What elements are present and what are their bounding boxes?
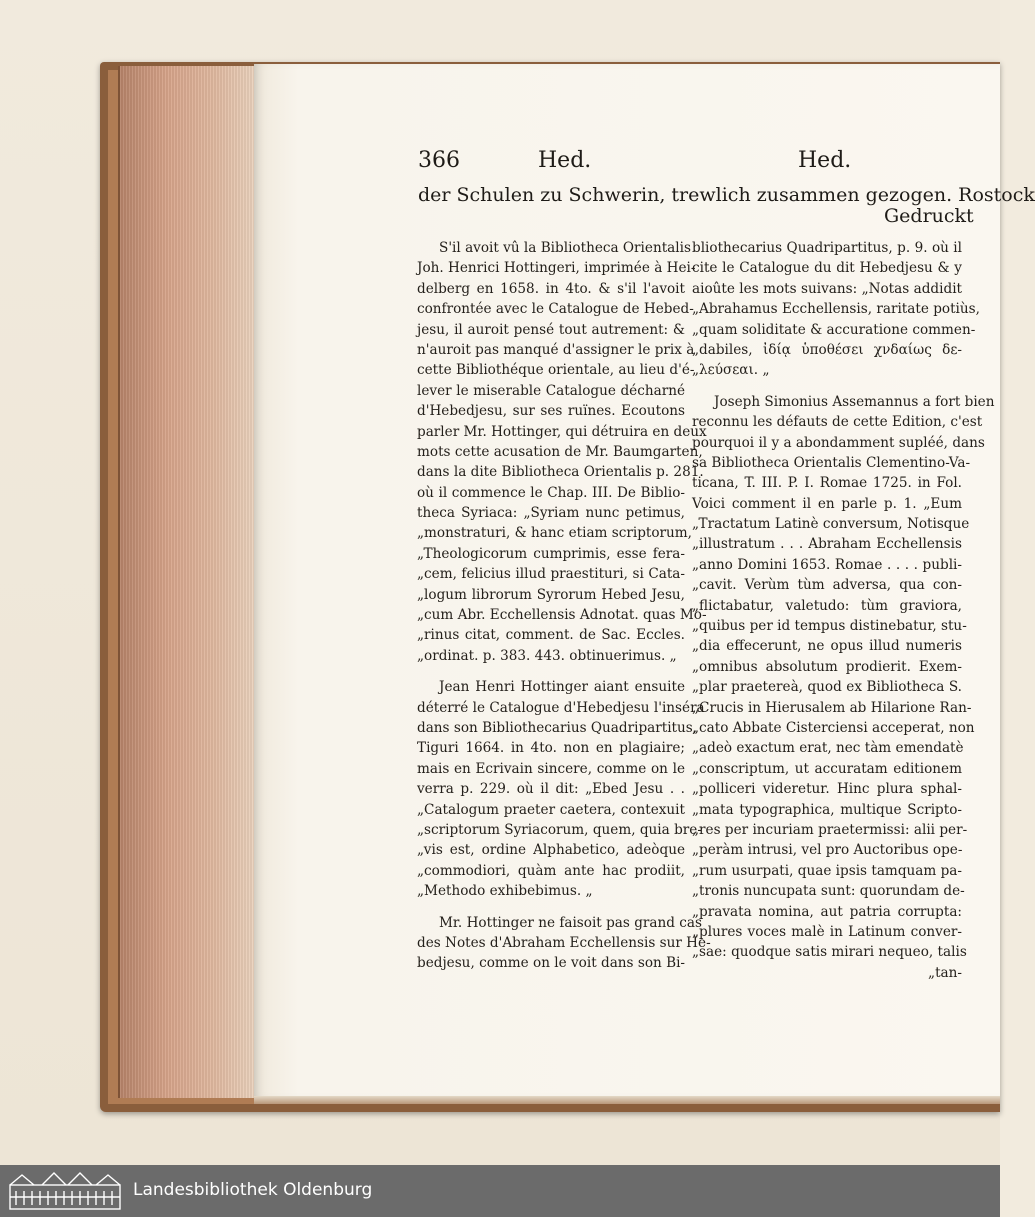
text-line: „scriptorum Syriacorum, quem, quia bre- (417, 821, 702, 838)
text-line: „sae: quodque satis mirari nequeo, talis (692, 944, 967, 961)
text-line: dans la dite Bibliotheca Orientalis p. 281. (417, 464, 704, 481)
text-line: Jean Henri Hottinger aiant ensuite (439, 679, 685, 696)
text-line: n'auroit pas manqué d'assigner le prix à (417, 341, 695, 358)
paragraph-gap (417, 666, 685, 677)
text-line: dans son Bibliothecarius Quadripartitus, (417, 719, 698, 736)
title-line-1: der Schulen zu Schwerin, trewlich zusammen gezogen. Rostock (418, 184, 1035, 206)
text-line: „tronis nuncupata sunt: quorundam de- (692, 883, 965, 900)
text-line: ticana, T. III. P. I. Romae 1725. in Fol. (692, 475, 962, 492)
text-line: „mata typographica, multique Scripto- (692, 801, 962, 818)
page-number: 366 (418, 148, 460, 173)
text-line: d'Hebedjesu, sur ses ruïnes. Ecoutons (417, 403, 685, 420)
text-line: „plar praetereà, quod ex Bibliotheca S. (692, 679, 962, 696)
running-head-right: Hed. (798, 148, 852, 173)
text-line: „quibus per id tempus distinebatur, stu- (692, 618, 967, 635)
text-line: „adeò exactum erat, nec tàm emendatè (692, 740, 964, 757)
greek-text-line: „dabiles, ἰδίᾳ ὑποθέσει χνδαίως δε- (692, 341, 962, 358)
text-line: „conscriptum, ut accuratam editionem (692, 760, 962, 777)
greek-text-line: „λεύσεαι. „ (692, 362, 770, 379)
text-line: cette Bibliothéque orientale, au lieu d'é- (417, 362, 695, 379)
text-line: „cum Abr. Ecchellensis Adnotat. quas Mo- (417, 607, 707, 624)
text-line: sa Bibliotheca Orientalis Clementino-Va- (692, 454, 971, 471)
text-line: Tiguri 1664. in 4to. non en plagiaire; (417, 740, 685, 757)
text-line: parler Mr. Hottinger, qui détruira en deux (417, 423, 707, 440)
text-line: confrontée avec le Catalogue de Hebed- (417, 301, 694, 318)
text-line: „ordinat. p. 383. 443. obtinuerimus. „ (417, 647, 677, 664)
text-line: où il commence le Chap. III. De Biblio- (417, 484, 685, 501)
text-line: „Tractatum Latinè conversum, Notisque (692, 516, 970, 533)
text-line: „quam soliditate & accuratione commen- (692, 321, 976, 338)
right-column (692, 238, 995, 983)
text-line: „omnibus absolutum prodierit. Exem- (692, 658, 962, 675)
text-line: lever le miserable Catalogue décharné (417, 382, 685, 399)
text-line: bedjesu, comme on le voit dans son Bi- (417, 955, 686, 972)
text-line: „logum librorum Syrorum Hebed Jesu, (417, 586, 685, 603)
text-line: „anno Domini 1653. Romae . . . . publi- (692, 556, 962, 573)
text-line: „pravata nomina, aut patria corrupta: (692, 903, 962, 920)
text-line: cite le Catalogue du dit Hebedjesu & y (692, 260, 962, 277)
text-line: „Theologicorum cumprimis, esse fera- (417, 545, 685, 562)
text-line: „vis est, ordine Alphabetico, adeòque (417, 842, 685, 859)
text-line: bliothecarius Quadripartitus, p. 9. où il (692, 240, 962, 256)
text-line: aioûte les mots suivans: „Notas addidit (692, 280, 962, 297)
text-line: „polliceri videretur. Hinc plura sphal- (692, 781, 962, 798)
text-line: Voici comment il en parle p. 1. „Eum (692, 495, 962, 512)
text-line: „cato Abbate Cisterciensi acceperat, non (692, 719, 975, 736)
text-line: „Catalogum praeter caetera, contexuit (417, 801, 685, 818)
text-line: déterré le Catalogue d'Hebedjesu l'inséra (417, 699, 705, 716)
footer-bar (0, 1165, 1000, 1217)
text-line: verra p. 229. où il dit: „Ebed Jesu . . (417, 781, 685, 798)
text-line: „Abrahamus Ecchellensis, raritate potiùs, (692, 301, 980, 318)
left-column (417, 238, 711, 974)
text-line: „plures voces malè in Latinum conver- (692, 923, 962, 940)
text-line: reconnu les défauts de cette Edition, c'est (692, 414, 983, 431)
text-line: „rinus citat, comment. de Sac. Eccles. (417, 627, 685, 644)
page-edges (118, 66, 256, 1098)
text-line: Mr. Hottinger ne faisoit pas grand cas (439, 914, 702, 931)
text-line: „commodiori, quàm ante hac prodiit, (417, 862, 685, 879)
text-line: mais en Ecrivain sincere, comme on le (417, 760, 685, 777)
library-building-logo-icon (8, 1171, 122, 1211)
text-line: „flictabatur, valetudo: tùm graviora, (692, 597, 962, 614)
text-line: „monstraturi, & hanc etiam scriptorum, (417, 525, 693, 542)
page-bottom-edge (254, 1096, 1000, 1104)
text-line: „Crucis in Hierusalem ab Hilarione Ran- (692, 699, 972, 716)
text-line: „rum usurpati, quae ipsis tamquam pa- (692, 862, 962, 879)
running-head-left: Hed. (538, 148, 592, 173)
library-name: Landesbibliothek Oldenburg (133, 1180, 373, 1200)
text-line: mots cette acusation de Mr. Baumgarten, (417, 443, 703, 460)
text-line: „illustratum . . . Abraham Ecchellensis (692, 536, 962, 553)
text-line: delberg en 1658. in 4to. & s'il l'avoit (417, 280, 685, 297)
text-line: theca Syriaca: „Syriam nunc petimus, (417, 505, 685, 522)
text-line: „cavit. Verùm tùm adversa, qua con- (692, 577, 962, 594)
paragraph-gap (417, 902, 685, 913)
text-line: „Methodo exhibebimus. „ (417, 883, 593, 900)
text-line: pourquoi il y a abondamment supléé, dans (692, 434, 985, 451)
text-line: jesu, il auroit pensé tout autrement: & (417, 321, 685, 338)
paragraph-gap (692, 381, 962, 392)
text-line: Joh. Henrici Hottingeri, imprimée à Hei- (417, 260, 696, 277)
catchword: „tan- (928, 964, 962, 981)
text-line: Joseph Simonius Assemannus a fort bien (714, 393, 995, 410)
text-line: „peràm intrusi, vel pro Auctoribus ope- (692, 842, 963, 859)
title-line-2: Gedruckt (884, 205, 974, 227)
text-line: „res per incuriam praetermissi: alii per- (692, 821, 968, 838)
text-line: „dia effecerunt, ne opus illud numeris (692, 638, 962, 655)
text-line: des Notes d'Abraham Ecchellensis sur He- (417, 934, 711, 951)
text-line: S'il avoit vû la Bibliotheca Orientalis (439, 240, 691, 256)
text-line: „cem, felicius illud praestituri, si Cata- (417, 566, 685, 583)
